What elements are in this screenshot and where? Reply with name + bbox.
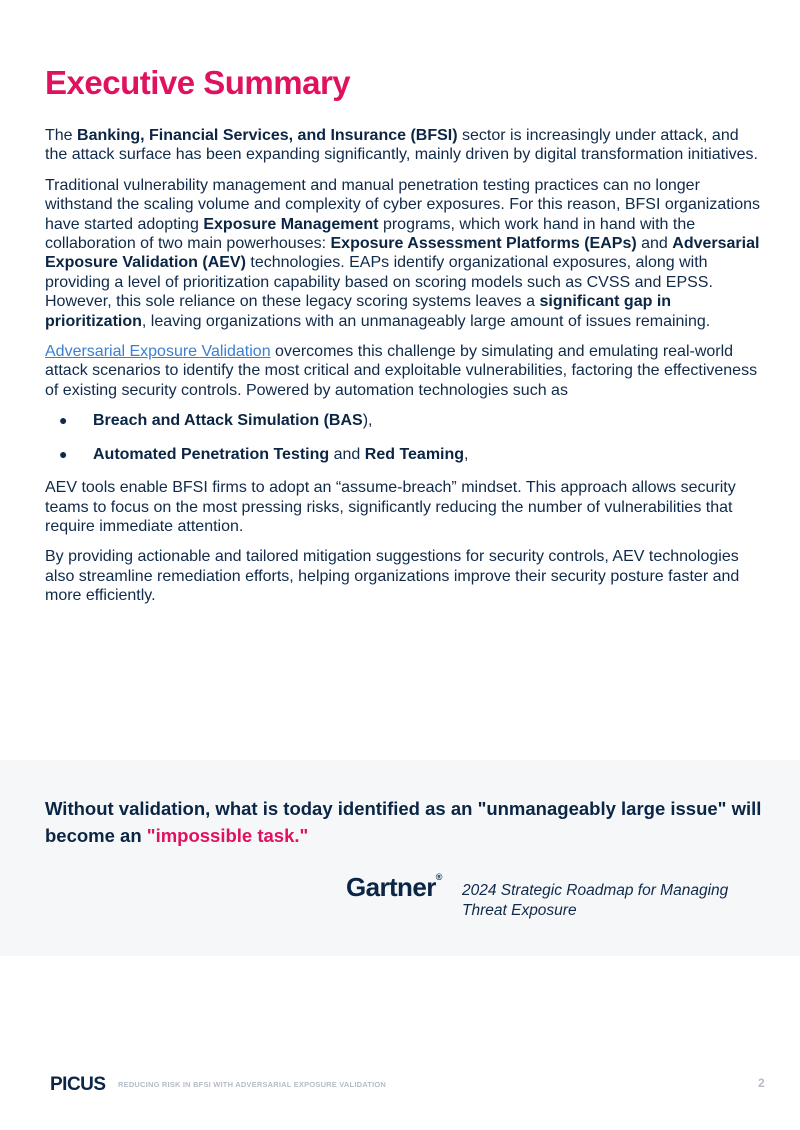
picus-logo: PICUS	[50, 1074, 106, 1095]
gartner-logo: Gartner®	[346, 872, 442, 902]
page-number: 2	[758, 1076, 765, 1090]
bullet-icon: ●	[59, 412, 68, 429]
list-item: ● Breach and Attack Simulation (BAS),	[59, 412, 373, 430]
list-item: ● Automated Penetration Testing and Red Teaming,	[59, 445, 469, 463]
aev-link[interactable]: Adversarial Exposure Validation	[45, 343, 271, 361]
quote-source: 2024 Strategic Roadmap for Managing Threat Exposure	[462, 882, 729, 919]
footer-title: REDUCING RISK IN BFSI WITH ADVERSARIAL EXPOSURE VALIDATION	[118, 1080, 387, 1089]
page-title: Executive Summary	[45, 64, 351, 101]
paragraph-remediation: By providing actionable and tailored mitigation suggestions for security controls, AEV technologies also streamline remediation efforts, helping organizations improve their security posture faster and more efficiently.	[45, 548, 740, 605]
body-content	[45, 126, 763, 617]
quote-text: Without validation, what is today identified as an "unmanageably large issue" will become an "impossible task."	[45, 798, 762, 846]
paragraph-aev: Adversarial Exposure Validation overcomes this challenge by simulating and emulating real-world attack scenarios to identify the most critical and exploitable vulnerabilities, factoring the effectiveness of existing security controls. Powered by automation technologies such as	[45, 343, 758, 399]
bullet-icon: ●	[59, 445, 68, 462]
paragraph-intro: The Banking, Financial Services, and Insurance (BFSI) sector is increasingly under attack, and the attack surface has been expanding significantly, mainly driven by digital transformation initiatives.	[45, 127, 758, 164]
quote-section	[0, 760, 800, 956]
paragraph-exposure-management: Traditional vulnerability management and manual penetration testing practices can no longer withstand the scaling volume and complexity of cyber exposures. For this reason, BFSI organizations have started adopting Exposure Management programs, which work hand in hand with the collaboration of two main powerhouses: Exposure Assessment Platforms (EAPs) and Adversarial Exposure Validation (AEV) technologies. EAPs identify organizational exposures, along with providing a level of prioritization capability based on scoring models such as CVSS and EPSS. However, this sole reliance on these legacy scoring systems leaves a significant gap in prioritization, leaving organizations with an unmanageably large amount of issues remaining.	[45, 176, 761, 330]
paragraph-assume-breach: AEV tools enable BFSI firms to adopt an “assume-breach” mindset. This approach allows security teams to focus on the most pressing risks, significantly reducing the number of vulnerabilities that require immediate attention.	[45, 479, 736, 535]
bullet-list	[45, 411, 763, 464]
